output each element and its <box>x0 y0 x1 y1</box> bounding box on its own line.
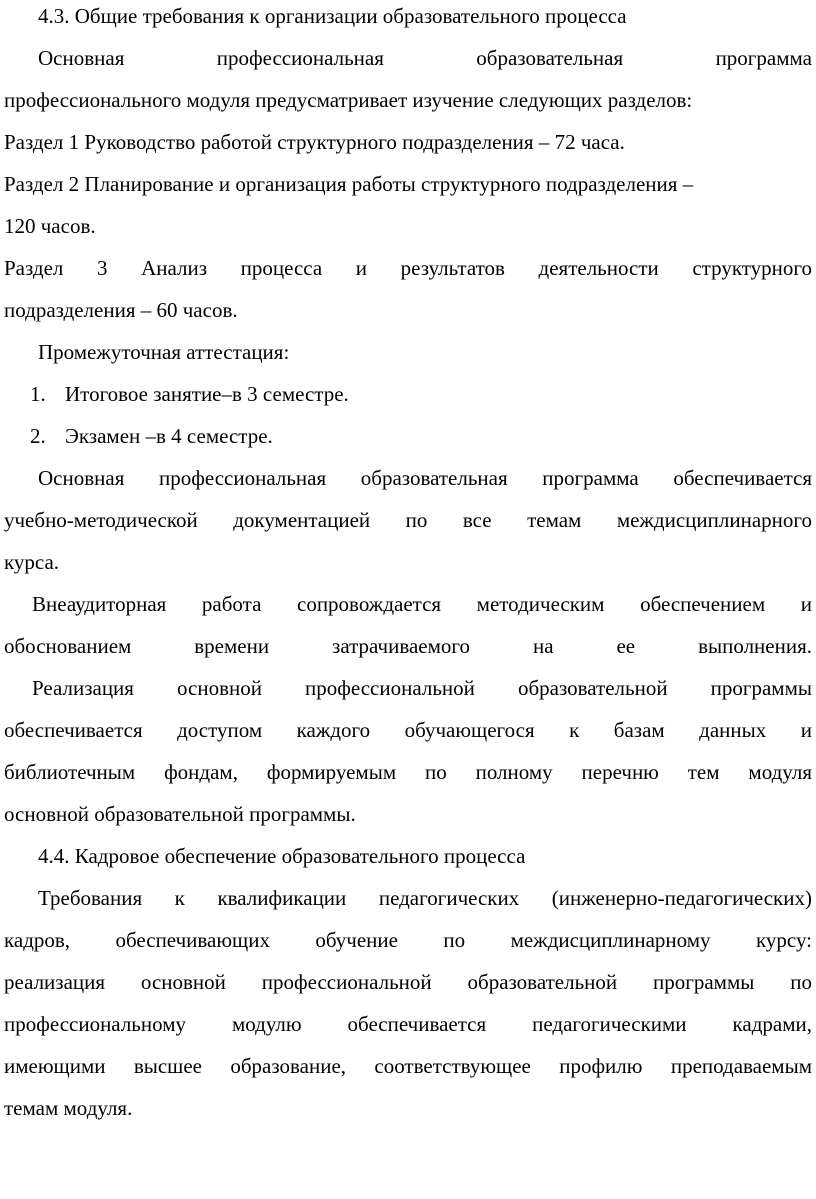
paragraph-line: обоснованием времени затрачиваемого на ее выполнения. <box>4 634 812 658</box>
paragraph-line: Основная профессиональная образовательная программа обеспечивается <box>38 466 812 490</box>
section-item-1: Раздел 1 Руководство работой структурного подразделения – 72 часа. <box>4 130 625 154</box>
section-item-2-cont: 120 часов. <box>4 214 96 238</box>
paragraph-line: обеспечивается доступом каждого обучающегося к базам данных и <box>4 718 812 742</box>
section-heading-4-4: 4.4. Кадровое обеспечение образовательного процесса <box>38 844 526 868</box>
paragraph-line: имеющими высшее образование, соответствующее профилю преподаваемым <box>4 1054 812 1078</box>
paragraph-line: Основная профессиональная образовательная программа <box>38 46 812 70</box>
section-item-3: Раздел 3 Анализ процесса и результатов деятельности структурного <box>4 256 812 280</box>
paragraph-line: учебно-методической документацией по все темам междисциплинарного <box>4 508 812 532</box>
paragraph-line: профессиональному модулю обеспечивается педагогическими кадрами, <box>4 1012 812 1036</box>
list-item-text: Экзамен –в 4 семестре. <box>65 424 273 448</box>
paragraph-line: Внеаудиторная работа сопровождается методическим обеспечением и <box>32 592 812 616</box>
list-item-text: Итоговое занятие–в 3 семестре. <box>65 382 349 406</box>
paragraph-line: профессионального модуля предусматривает изучение следующих разделов: <box>4 88 693 112</box>
list-item <box>4 373 812 415</box>
section-item-3-cont: подразделения – 60 часов. <box>4 298 238 322</box>
paragraph-line: Реализация основной профессиональной образовательной программы <box>32 676 812 700</box>
paragraph-line: Требования к квалификации педагогических (инженерно-педагогических) <box>38 886 812 910</box>
paragraph-line: реализация основной профессиональной образовательной программы по <box>4 970 812 994</box>
paragraph-line: кадров, обеспечивающих обучение по междисциплинарному курсу: <box>4 928 812 952</box>
list-item-number: 1. <box>30 382 46 406</box>
paragraph-line: темам модуля. <box>4 1096 133 1120</box>
section-heading-4-3: 4.3. Общие требования к организации образовательного процесса <box>38 4 627 28</box>
list-item <box>4 415 812 457</box>
section-item-2: Раздел 2 Планирование и организация работы структурного подразделения – <box>4 172 694 196</box>
paragraph-line: библиотечным фондам, формируемым по полному перечню тем модуля <box>4 760 812 784</box>
paragraph-line: курса. <box>4 550 60 574</box>
attestation-title: Промежуточная аттестация: <box>38 340 290 364</box>
paragraph-line: основной образовательной программы. <box>4 802 356 826</box>
list-item-number: 2. <box>30 424 46 448</box>
